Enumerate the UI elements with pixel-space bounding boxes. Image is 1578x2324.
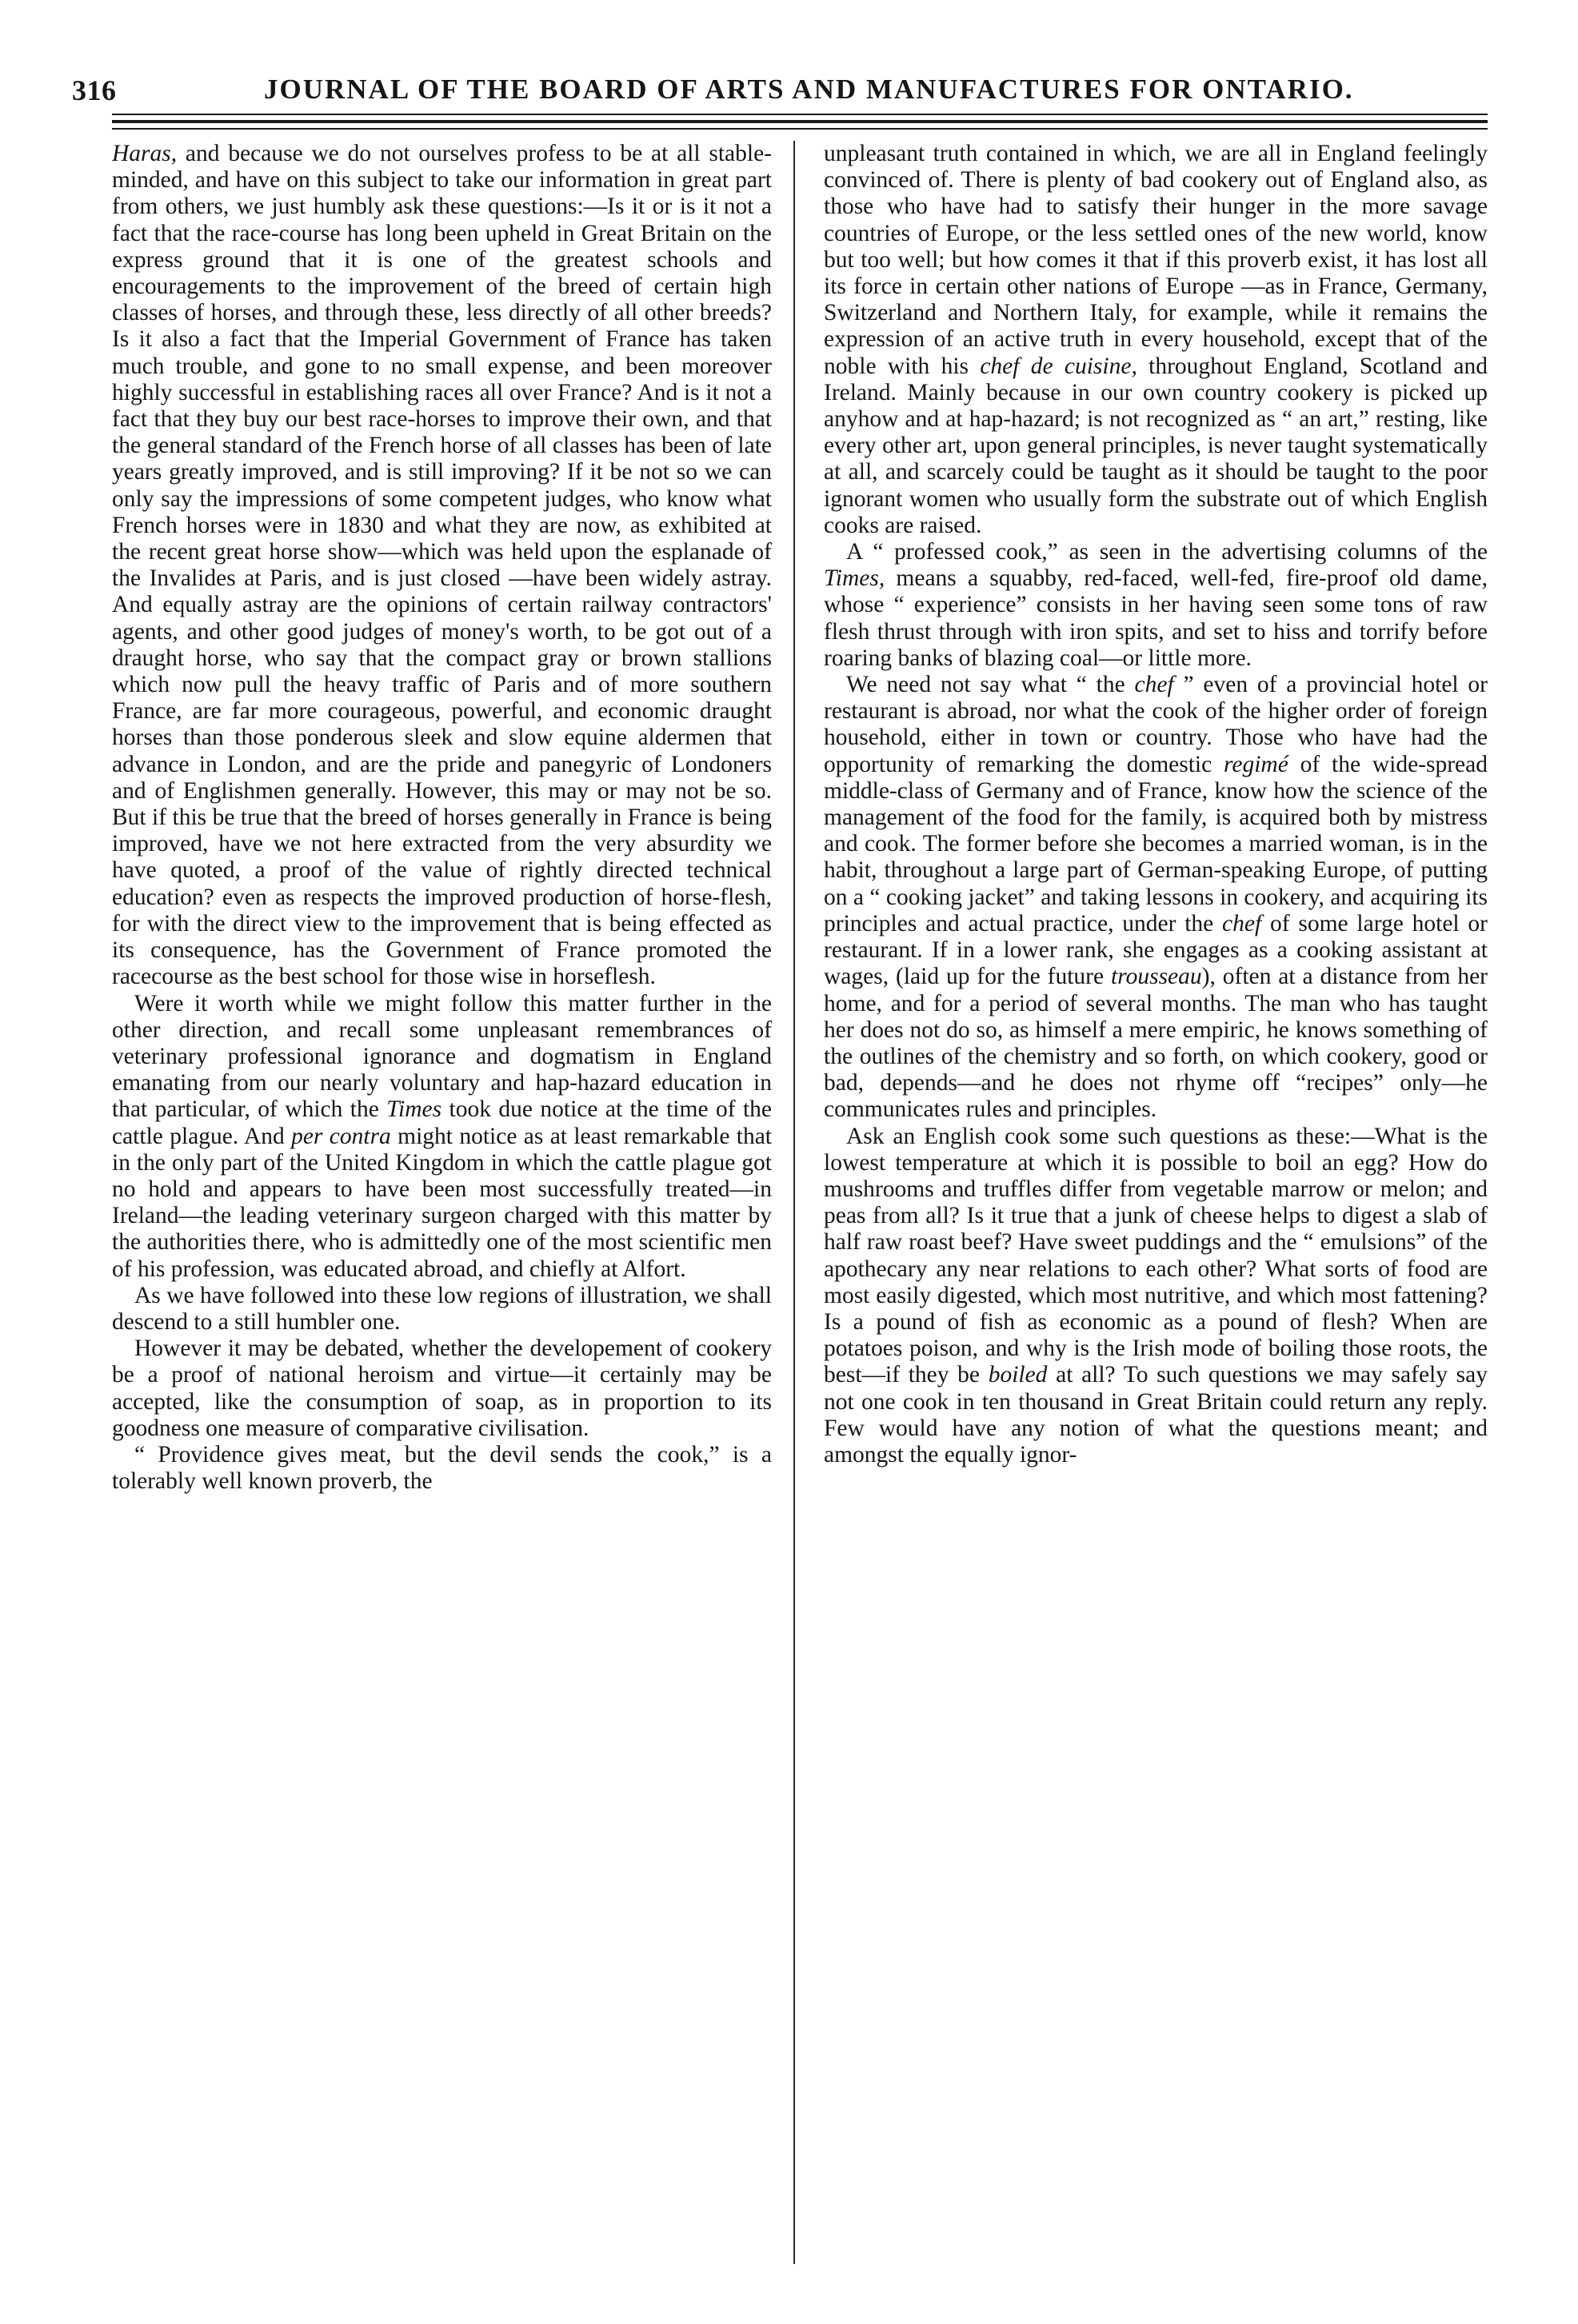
italic-text: Haras, — [112, 141, 178, 166]
text-run: ” even of a provincial hotel or restaurant is abroad, nor what the cook of the higher order of foreign household, either in town or country. Those who have had the opportunity of remarking the domestic — [824, 672, 1488, 777]
paragraph — [824, 672, 1488, 1123]
text-run: means a squabby, red-faced, well-fed, fire-proof old dame, whose “ experience” consists in her having seen some tons of raw flesh thrust through with iron spits, and set to hiss and torrify before roaring banks of blazing coal—or little more. — [824, 565, 1488, 671]
text-run: We need not say what “ the — [846, 672, 1135, 698]
text-run: throughout England, Scotland and Ireland. Mainly because in our own country cookery is picked up anyhow and at hap-hazard; is not recognized as “ an art,” resting, like every other art, upon general principles, is never taught systematically at all, and scarcely could be taught as it should be taught to the poor ignorant women who usually form the substrate out of which English cooks are raised. — [824, 353, 1488, 538]
italic-text: chef — [1134, 672, 1174, 698]
page-header — [72, 48, 1504, 112]
text-run: Ask an English cook some such questions as these:—What is the lowest temperature at which it is possible to boil an egg? How do mushrooms and truffles differ from vegetable marrow or melon; and peas from all? Is it true that a junk of cheese helps to digest a slab of half raw roast beef? Have sweet puddings and the “ emulsions” of the apothecary any near relations to each other? What sorts of food are most easily digested, which most nutritive, and which most fattening? Is a pound of fish as economic as a pound of flesh? When are potatoes poison, and why is the Irish mode of boiling those roots, the best—if they be — [824, 1123, 1488, 1388]
paragraph: As we have followed into these low regions of illustration, we shall descend to a still humbler one. — [112, 1282, 772, 1335]
header-rule-middle — [112, 120, 1488, 123]
paragraph: However it may be debated, whether the developement of cookery be a proof of national heroism and virtue—it certainly may be accepted, like the consumption of soap, as in proportion to its goodness one measure of comparative civilisation. — [112, 1336, 772, 1441]
text-run: A “ professed cook,” as seen in the advertising columns of the — [846, 539, 1488, 565]
text-run: and because we do not ourselves profess to be at all stable-minded, and have on this subject to take our information in great part from others, we just humbly ask these questions:—Is it or is it not a fact that the race-course has long been upheld in Great Britain on the express ground that it is one of the greatest schools and encouragements to the improvement of the breed of certain high classes of horses, and through these, less directly of all other breeds? Is it also a fact that the Imperial Government of France has taken much trouble, and gone to no small expense, and been moreover highly successful in establishing races all over France? And is it not a fact that they buy our best race-horses to improve their own, and that the general standard of the French horse of all classes has been of late years greatly improved, and is still improving? If it be not so we can only say the impressions of some competent judges, who know what French horses were in 1830 and what they are now, as exhibited at the recent great horse show—which was held upon the esplanade of the Invalides at Paris, and is just closed —have been widely astray. And equally astray are the opinions of certain railway contractors' agents, and other good judges of money's worth, to be got out of a draught horse, who say that the compact gray or brown stallions which now pull the heavy traffic of Paris and of more southern France, are far more courageous, powerful, and economic draught horses than those ponderous sleek and slow equine aldermen that advance in London, and are the pride and panegyric of Londoners and of Englishmen generally. However, this may or may not be so. But if this be true that the breed of horses generally in France is being improved, have we not here extracted from the very absurdity we have quoted, a proof of the value of rightly directed technical education? even as respects the improved production of horse-flesh, for with the direct view to the improvement that is being effected as its consequence, has the Government of France promoted the racecourse as the best school for those wise in horseflesh. — [112, 141, 772, 990]
header-rule-bottom — [112, 128, 1488, 130]
italic-text: chef de cuisine, — [980, 353, 1137, 379]
text-run: ), often at a distance from her home, and for a period of several months. The man who has taught her does not do so, as himself a mere empiric, he knows something of the outlines of the chemistry and so forth, on which cookery, good or bad, depends—and he does not rhyme off “recipes” only—he communicates rules and principles. — [824, 964, 1488, 1123]
italic-text: Times — [386, 1096, 442, 1123]
italic-text: regimé — [1224, 751, 1288, 777]
paragraph — [112, 141, 772, 991]
running-title: JOURNAL OF THE BOARD OF ARTS AND MANUFACTURES FOR ONTARIO. — [264, 74, 1354, 105]
italic-text: per contra — [291, 1123, 391, 1149]
paragraph — [824, 1124, 1488, 1469]
text-run: might notice as at least remarkable that in the only part of the United Kingdom in which the cattle plague got no hold and appears to have been most successfully treated—in Ireland—the leading veterinary surgeon charged with this matter by the authorities there, who is admittedly one of the most scientific men of his profession, was educated abroad, and chiefly at Alfort. — [112, 1123, 772, 1282]
paragraph — [824, 141, 1488, 539]
paragraph — [112, 991, 772, 1283]
text-run: unpleasant truth contained in which, we are all in England feelingly convinced of. There is plenty of bad cookery out of England also, as those who have had to satisfy their hunger in the more savage countries of Europe, or the less settled ones of the new world, know but too well; but how comes it that if this proverb exist, it has lost all its force in certain other nations of Europe —as in France, Germany, Switzerland and Northern Italy, for example, while it remains the expression of an active truth in every household, except that of the noble with his — [824, 141, 1488, 379]
left-column — [112, 141, 772, 2268]
text-run: took due notice at the time of the cattle plague. And — [112, 1096, 772, 1149]
paragraph: “ Providence gives meat, but the devil sends the cook,” is a tolerably well known proverb, the — [112, 1441, 772, 1495]
italic-text: chef — [1222, 910, 1262, 936]
text-run: Were it worth while we might follow this matter further in the other direction, and recall some unpleasant remembrances of veterinary professional ignorance and dogmatism in England emanating from our nearly voluntary and hap-hazard education in that particular, of which the — [112, 990, 772, 1123]
text-run: of the wide-spread middle-class of Germany and of France, know how the science of the management of the food for the family, is acquired both by mistress and cook. The former before she becomes a married woman, is in the habit, throughout a large part of German-speaking Europe, of putting on a “ cooking jacket” and taking lessons in cookery, and acquiring its principles and actual practice, under the — [824, 751, 1488, 936]
header-rule-top — [112, 114, 1488, 115]
text-run: at all? To such questions we may safely say not one cook in ten thousand in Great Britain could return any reply. Few would have any notion of what the questions meant; and amongst the equally ignor- — [824, 1362, 1488, 1467]
italic-text: trousseau — [1111, 964, 1202, 990]
column-divider — [793, 141, 795, 2264]
paragraph — [824, 539, 1488, 672]
text-run: of some large hotel or restaurant. If in a lower rank, she engages as a cooking assistant at wages, (laid up for the future — [824, 910, 1488, 990]
right-column — [824, 141, 1488, 2268]
page-number: 316 — [72, 74, 117, 106]
italic-text: boiled — [988, 1362, 1048, 1388]
italic-text: Times, — [824, 565, 885, 592]
